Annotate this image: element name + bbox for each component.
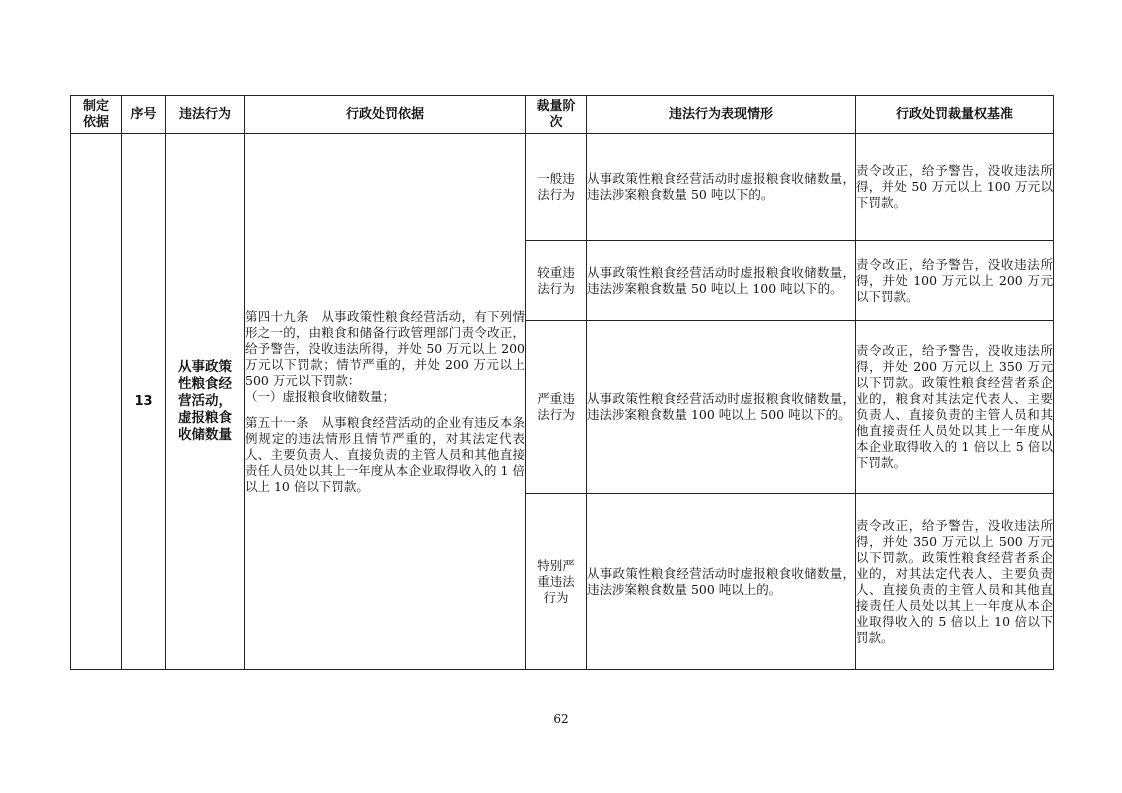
- level-cell: 一般违 法行为: [526, 134, 587, 241]
- header-act: 违法行为: [166, 96, 245, 134]
- header-seq: 序号: [122, 96, 166, 134]
- legal-basis-cell: [245, 134, 526, 670]
- header-case: 违法行为表现情形: [587, 96, 856, 134]
- basis-cell: [71, 134, 122, 670]
- header-legal-basis: 行政处罚依据: [245, 96, 526, 134]
- legal-article-51: 第五十一条 从事粮食经营活动的企业有违反本条例规定的违法情形且情节严重的，对其法定代表人、主要负责人、直接负责的主管人员和其他直接责任人员处以其上一年度从本企业取得收入的 1 倍以上 10 倍以下罚款。: [245, 414, 525, 494]
- page-number: 62: [553, 712, 569, 726]
- standard-cell: 责令改正，给予警告，没收违法所得，并处 200 万元以上 350 万元以下罚款。政策性粮食经营者系企业的，粮食对其法定代表人、主要负责人、直接负责的主管人员和其他直接责任人员处以其上一年度从本企业取得收入的 1 倍以上 5 倍以下罚款。: [856, 321, 1054, 494]
- table-row: [71, 134, 1054, 241]
- sequence-number: 13: [122, 134, 166, 670]
- case-cell: 从事政策性粮食经营活动时虚报粮食收储数量，违法涉案粮食数量 50 吨以上 100 吨以下的。: [587, 241, 856, 321]
- level-cell: 特别严 重违法 行为: [526, 494, 587, 670]
- case-cell: 从事政策性粮食经营活动时虚报粮食收储数量，违法涉案粮食数量 50 吨以下的。: [587, 134, 856, 241]
- case-cell: 从事政策性粮食经营活动时虚报粮食收储数量，违法涉案粮食数量 500 吨以上的。: [587, 494, 856, 670]
- violation-act: 从事政策 性粮食经 营活动， 虚报粮食 收储数量: [166, 134, 245, 670]
- penalty-discretion-table: [70, 95, 1054, 670]
- level-cell: 较重违 法行为: [526, 241, 587, 321]
- legal-article-49: 第四十九条 从事政策性粮食经营活动，有下列情形之一的，由粮食和储备行政管理部门责令改正，给予警告，没收违法所得，并处 50 万元以上 200 万元以下罚款；情节严重的，并处 200 万元以上 500 万元以下罚款：: [245, 308, 525, 388]
- legal-item-1: （一）虚报粮食收储数量；: [245, 388, 396, 404]
- case-cell: 从事政策性粮食经营活动时虚报粮食收储数量，违法涉案粮食数量 100 吨以上 500 吨以下的。: [587, 321, 856, 494]
- header-basis: 制定 依据: [71, 96, 122, 134]
- standard-cell: 责令改正，给予警告，没收违法所得，并处 50 万元以上 100 万元以下罚款。: [856, 134, 1054, 241]
- header-row: [71, 96, 1054, 134]
- level-cell: 严重违 法行为: [526, 321, 587, 494]
- standard-cell: 责令改正，给予警告，没收违法所得，并处 350 万元以上 500 万元以下罚款。政策性粮食经营者系企业的，对其法定代表人、主要负责人、直接负责的主管人员和其他直接责任人员处以其上一年度从本企业取得收入的 5 倍以上 10 倍以下罚款。: [856, 494, 1054, 670]
- header-standard: 行政处罚裁量权基准: [856, 96, 1054, 134]
- header-discretion-level: 裁量阶 次: [526, 96, 587, 134]
- standard-cell: 责令改正，给予警告，没收违法所得，并处 100 万元以上 200 万元以下罚款。: [856, 241, 1054, 321]
